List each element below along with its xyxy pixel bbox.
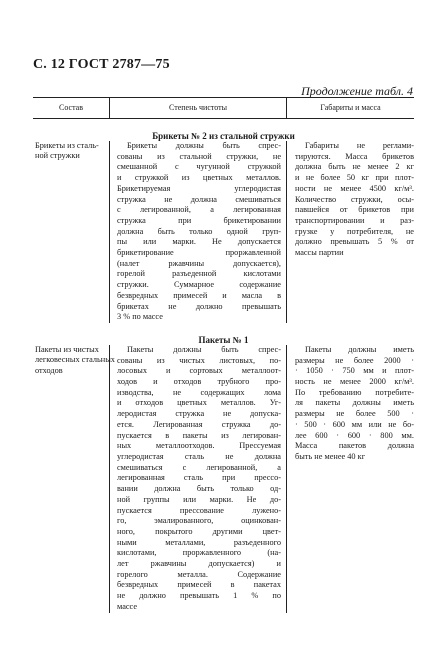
text-line: сованы из чистых листовых, по- [117,355,281,365]
text-line: ность не менее 2000 кг/м³. [295,377,414,387]
text-line: ной стружки [35,151,80,161]
text-line: и отходов цветных металлов. Уг- [117,398,281,408]
text-line: с легированной, а легированная [117,205,281,215]
text-line: ля пакеты должны иметь [295,398,414,408]
text-line: горелого металла. Содержание [117,569,281,579]
text-line: павшейся от брикетов при [295,205,414,215]
text-line: Масса пакетов должна [295,441,414,451]
text-line: должна быть не менее 2 кг [295,162,414,172]
table-header [33,98,414,119]
text-line: вании должна быть только од- [117,484,281,494]
text-line: горелой разъеденной кислотами [117,269,281,279]
composition-cell [33,344,115,613]
text-line: Количество стружки, осы- [295,194,414,204]
composition-cell [33,141,110,323]
column-header-size-mass: Габариты и масса [320,103,381,112]
text-line: лосовых и сортовых металлоот- [117,366,281,376]
text-line: Брикетируемая углеродистая [117,183,281,193]
text-line: брикетирование проржавленной [117,248,281,258]
text-line: Брикеты из сталь- [35,141,99,150]
text-line: · 1050 · 750 мм и плот- [295,366,414,376]
size-mass-cell [287,141,414,323]
text-line: кислотами, проржавленного (на- [117,548,281,558]
text-line: По требованию потребите- [295,387,414,397]
text-line: стружка при брикетировании [117,215,281,225]
text-line: брикетах не должно превышать [117,301,281,311]
text-line: безвредных примесей в пакетах [117,580,281,590]
text-line: смешиваться с легированной, а [117,462,281,472]
text-line: пускается в пакеты из легирован- [117,430,281,440]
text-line: стружка не должна смешиваться [117,194,281,204]
text-line: быть не менее 40 кг [295,451,366,461]
text-line: транспортировании и раз- [295,215,414,225]
text-line: пускается прессование лужено- [117,505,281,515]
text-line: ходов и отходов трубного про- [117,377,281,387]
text-line: отходов [35,365,63,375]
text-line: должно превышать 5 % от [295,237,414,247]
text-line: тируются. Масса брикетов [295,151,414,161]
text-line: грузке у потребителя, не [295,226,414,236]
text-line: легированная сталь при прессо- [117,473,281,483]
purity-cell [110,345,287,613]
text-line: пы или марки. Не допускается [117,237,281,247]
table-body [33,119,414,613]
text-line: стружки. Суммарное содержание [117,280,281,290]
text-line: го, эмалированного, оцинкован- [117,516,281,526]
text-line: лет ржавчины допускается) и [117,559,281,569]
text-line: Пакеты должны быть спрес- [127,344,281,354]
materials-table [33,97,414,613]
text-line: ного, покрытого другими цвет- [117,526,281,536]
text-line: не должно превышать 1 % по [117,591,281,601]
text-line: размеры не более 500 · [295,409,414,419]
text-line: массе [117,601,138,611]
text-line: безвредных примесей и масла в [117,290,281,300]
text-line: (налет ржавчины допускается), [117,258,281,268]
text-line: изводства, не содержащих лома [117,387,281,397]
text-line: ности не менее 4500 кг/м³. [295,183,414,193]
section-title: Брикеты № 2 из стальной стружки [152,131,295,141]
continuation-label: Продолжение табл. 4 [301,84,413,98]
text-line: 3 % по массе [117,312,163,322]
text-line: Пакеты должны иметь [305,344,414,354]
text-line: смешанной с чугунной стружкой [117,162,281,172]
text-line: легковесных стальных [35,355,115,365]
text-line: ными металлами, разъеденного [117,537,281,547]
column-header-composition: Состав [33,98,110,118]
text-line: ется. Легированная стружка до- [117,419,281,429]
text-line: Брикеты должны быть спрес- [127,141,281,150]
text-line: и стружкой из цветных металлов. [117,173,281,183]
text-line: размеры не более 2000 · [295,355,414,365]
text-line: · 500 · 600 мм или не бо- [295,419,414,429]
text-line: Пакеты из чистых [35,344,99,354]
text-line: ных металлоотходов. Прессуемая [117,441,281,451]
text-line: углеродистая сталь не должна [117,451,281,461]
text-line: Габариты не реглами- [305,141,414,150]
section-title: Пакеты № 1 [198,334,249,345]
text-line: лее 600 · 600 · 800 мм. [295,430,414,440]
text-line: и не более 50 кг при плот- [295,173,414,183]
text-line: леродистая стружка не допуска- [117,409,281,419]
page-header: С. 12 ГОСТ 2787—75 [33,57,170,72]
size-mass-cell [287,345,414,613]
purity-cell [110,141,287,323]
text-line: массы партии [295,248,344,258]
table-row [33,345,414,613]
column-header-purity: Степень чистоты [110,98,287,118]
text-line: сованы из стальной стружки, не [117,151,281,161]
table-row [33,141,414,323]
text-line: ной группы или марки. Не до- [117,494,281,504]
text-line: должна быть только одной груп- [117,226,281,236]
